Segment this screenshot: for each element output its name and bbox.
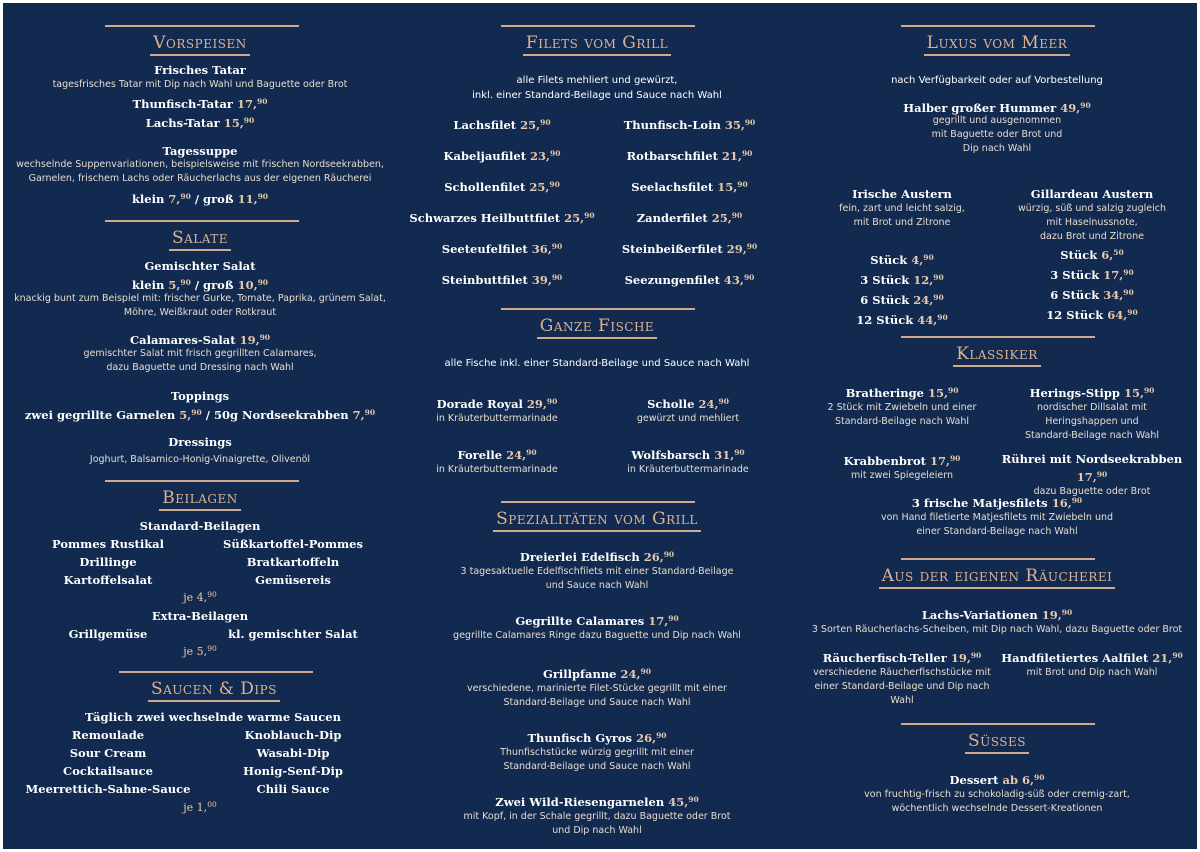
filet-item: Seezungenfilet 43,90 (624, 273, 755, 287)
header-rule (901, 336, 1095, 338)
filets-intro: inkl. einer Standard-Beilage und Sauce nach Wahl (472, 90, 722, 101)
item-desc: Möhre, Weißkraut oder Rotkraut (123, 307, 277, 318)
price: 17,90 (237, 97, 268, 111)
header-rule (901, 558, 1095, 560)
section-title-raeucherei: Aus der eigenen Räucherei (797, 566, 1197, 586)
item-herings-stipp: Herings-Stipp 15,90 nordischer Dillsalat mit Heringshappen und Standard-Beilage nach Wahl (1024, 386, 1160, 441)
item-suppe-prices: klein 7,90 / groß 11,90 (131, 192, 269, 206)
section-title-salate: Salate (3, 228, 397, 248)
item-krabbenbrot: Krabbenbrot 17,90 mit zwei Spiegeleiern (843, 454, 961, 481)
header-rule (901, 25, 1095, 27)
item-desc: Garnelen, frischem Lachs oder Räucherlachs aus der eigenen Räucherei (28, 173, 372, 184)
item-gemischter-salat: Gemischter Salat (144, 259, 256, 273)
item-desc: gemischter Salat mit frisch gegrillten Calamares, (83, 348, 317, 359)
beilagen-right-list: Süßkartoffel-Pommes Bratkartoffeln Gemüsereis (223, 537, 363, 587)
spezialitaet-item: Thunfisch Gyros 26,90 Thunfischstücke würzig gegrillt mit einer Standard-Beilage und Sauce nach Wahl (500, 731, 694, 772)
toppings-title: Toppings (170, 389, 230, 403)
fisch-item-dorade: Dorade Royal 29,90 in Kräuterbuttermarinade (436, 397, 558, 424)
item-salat-prices: klein 5,90 / groß 10,90 (131, 278, 269, 292)
item-raeucherfisch-teller: Räucherfisch-Teller 19,90 verschiedene Räucherfischstücke mit einer Standard-Beilage und Dip nach Wahl (813, 651, 991, 706)
header-rule (119, 671, 313, 673)
item-lachs-tatar: Lachs-Tatar 15,90 (145, 116, 255, 130)
filet-item: Seelachsfilet 15,90 (631, 180, 748, 194)
section-title-luxus: Luxus vom Meer (797, 33, 1197, 53)
item-matjes: 3 frische Matjesfilets 16,90 von Hand filetierte Matjesfilets mit Zwiebeln und einer Standard-Beilage nach Wahl (880, 496, 1114, 537)
item-aalfilet: Handfiletiertes Aalfilet 21,90 mit Brot und Dip nach Wahl (1001, 651, 1183, 678)
austern-irisch: Irische Austern fein, zart und leicht salzig, mit Brot und Zitrone Stück 4,90 3 Stück 12,90 6 Stück 24,90 12 Stück 44,90 (839, 187, 965, 327)
dressings-title: Dressings (168, 435, 232, 449)
extra-beilage-right: kl. gemischter Salat (228, 627, 358, 641)
item-bratheringe: Bratheringe 15,90 2 Stück mit Zwiebeln und einer Standard-Beilage nach Wahl (827, 386, 977, 427)
spezialitaet-item: Grillpfanne 24,90 verschiedene, marinierte Filet-Stücke gegrillt mit einer Standard-Beilage und Sauce nach Wahl (467, 667, 727, 708)
item-hummer: Halber großer Hummer 49,90 (903, 101, 1091, 115)
item-ruehrei: Rührei mit Nordseekrabben 17,90 dazu Baguette oder Brot (1001, 452, 1183, 497)
item-desc: Dip nach Wahl (962, 143, 1032, 154)
item-frisches-tatar: Frisches Tatar (154, 63, 246, 77)
saucen-right-list: Knoblauch-Dip Wasabi-Dip Honig-Senf-Dip Chili Sauce (243, 728, 343, 796)
price: 15,90 (223, 116, 255, 130)
section-title-saucen: Saucen & Dips (17, 679, 411, 699)
spezialitaet-item: Dreierlei Edelfisch 26,90 3 tagesaktuelle Edelfischfilets mit einer Standard-Beilage und Sauce nach Wahl (460, 550, 734, 591)
section-title-beilagen: Beilagen (3, 488, 397, 508)
item-tagessuppe: Tagessuppe (162, 144, 238, 158)
filet-item: Zanderfilet 25,90 (636, 211, 743, 225)
saucen-price: je 1,00 (183, 800, 217, 814)
filet-item: Steinbeißerfilet 29,90 (621, 242, 758, 256)
section-title-klassiker: Klassiker (797, 344, 1197, 364)
spezialitaet-item: Zwei Wild-Riesengarnelen 45,90 mit Kopf, in der Schale gegrillt, dazu Baguette oder Brot und Dip nach Wahl (463, 795, 731, 836)
item-thunfisch-tatar: Thunfisch-Tatar 17,90 (132, 97, 268, 111)
extra-beilagen-price: je 5,90 (183, 644, 217, 658)
item-desc: dazu Baguette und Dressing nach Wahl (106, 362, 294, 373)
item-lachs-variationen: Lachs-Variationen 19,90 3 Sorten Räucherlachs-Scheiben, mit Dip nach Wahl, dazu Baguette oder Brot (811, 608, 1183, 635)
header-rule (501, 501, 695, 503)
dressings-list: Joghurt, Balsamico-Honig-Vinaigrette, Olivenöl (89, 454, 311, 465)
header-rule (105, 25, 299, 27)
fisch-item-wolfsbarsch: Wolfsbarsch 31,90 in Kräuterbuttermarinade (627, 448, 749, 475)
filets-right-list (597, 115, 782, 301)
filet-item: Rotbarschfilet 21,90 (626, 149, 753, 163)
header-rule (501, 308, 695, 310)
saucen-left-list: Remoulade Sour Cream Cocktailsauce Meerrettich-Sahne-Sauce (25, 728, 191, 796)
item-desc: mit Baguette oder Brot und (931, 129, 1063, 140)
section-title-filets: Filets vom Grill (397, 33, 797, 53)
column-left (3, 3, 397, 849)
section-title-vorspeisen: Vorspeisen (3, 33, 397, 53)
filet-item: Schwarzes Heilbuttfilet 25,90 (409, 211, 595, 225)
header-rule (901, 723, 1095, 725)
header-rule (105, 480, 299, 482)
section-title-ganze-fische: Ganze Fische (397, 316, 797, 336)
luxus-intro: nach Verfügbarkeit oder auf Vorbestellung (891, 75, 1103, 86)
filet-item: Thunfisch-Loin 35,90 (623, 118, 756, 132)
filets-intro: alle Filets mehliert und gewürzt, (516, 75, 678, 86)
column-right (797, 3, 1197, 849)
toppings-list: zwei gegrillte Garnelen 5,90 / 50g Nordseekrabben 7,90 (24, 408, 376, 422)
filet-item: Lachsfilet 25,90 (453, 118, 551, 132)
spezialitaet-item: Gegrillte Calamares 17,90 gegrillte Calamares Ringe dazu Baguette und Dip nach Wahl (453, 614, 741, 641)
filet-item: Schollenfilet 25,90 (444, 180, 560, 194)
fisch-item-scholle: Scholle 24,90 gewürzt und mehliert (636, 397, 740, 424)
fisch-item-forelle: Forelle 24,90 in Kräuterbuttermarinade (436, 448, 558, 475)
section-title-spezialitaeten: Spezialitäten vom Grill (397, 509, 797, 529)
extra-beilage-left: Grillgemüse (68, 627, 148, 641)
item-desc: wechselnde Suppenvariationen, beispielsweise mit frischen Nordseekrabben, (16, 159, 384, 170)
filet-item: Kabeljaufilet 23,90 (443, 149, 561, 163)
austern-gillardeau: Gillardeau Austern würzig, süß und salzig zugleich mit Haselnussnote, dazu Brot und Zitrone Stück 6,50 3 Stück 17,90 6 Stück 34,90 12 Stück 64,90 (1018, 187, 1166, 322)
extra-beilagen-title: Extra-Beilagen (151, 609, 249, 623)
column-middle (397, 3, 797, 849)
item-calamares-salat: Calamares-Salat 19,90 (129, 333, 271, 347)
beilagen-left-list: Pommes Rustikal Drillinge Kartoffelsalat (51, 537, 164, 587)
saucen-intro: Täglich zwei wechselnde warme Saucen (85, 710, 341, 724)
item-desc: tagesfrisches Tatar mit Dip nach Wahl und Baguette oder Brot (52, 79, 348, 90)
section-title-suesses: Süsses (797, 731, 1197, 751)
filet-item: Seeteufelfilet 36,90 (441, 242, 563, 256)
item-desc: knackig bunt zum Beispiel mit: frischer Gurke, Tomate, Paprika, grünem Salat, (14, 293, 386, 304)
menu-card (3, 3, 1197, 849)
header-rule (105, 220, 299, 222)
filet-item: Steinbuttfilet 39,90 (441, 273, 563, 287)
item-dessert: Dessert ab 6,90 von fruchtig-frisch zu schokoladig-süß oder cremig-zart, wöchentlich wechselnde Dessert-Kreationen (864, 773, 1130, 814)
fische-intro: alle Fische inkl. einer Standard-Beilage und Sauce nach Wahl (444, 358, 750, 369)
filets-left-list (397, 115, 607, 301)
header-rule (501, 25, 695, 27)
standard-beilagen-price: je 4,90 (183, 590, 217, 604)
standard-beilagen-title: Standard-Beilagen (139, 519, 261, 533)
item-desc: gegrillt und ausgenommen (932, 115, 1062, 126)
